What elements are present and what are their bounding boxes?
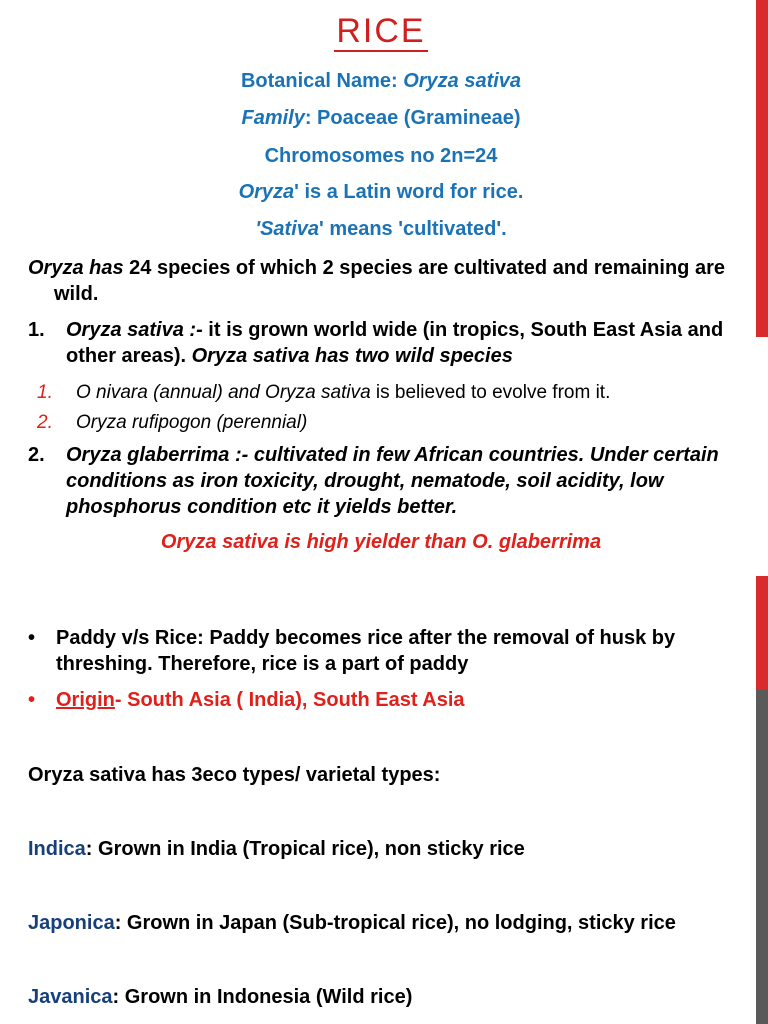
ecotypes-heading: Oryza sativa has 3eco types/ varietal types: bbox=[28, 764, 441, 786]
paddy-vs-rice-text: Paddy v/s Rice: Paddy becomes rice after the removal of husk by threshing. Therefore, rice is a part of paddy bbox=[56, 627, 676, 675]
side-bar-grey bbox=[756, 690, 768, 1024]
ecotype-japonica: Japonica: Grown in Japan (Sub-tropical rice), no lodging, sticky rice bbox=[28, 912, 676, 934]
ecotype-javanica: Javanica: Grown in Indonesia (Wild rice) bbox=[28, 986, 413, 1008]
sub1-number: 1. bbox=[37, 382, 53, 403]
bullet-dot-paddy: • bbox=[28, 627, 36, 649]
bullet-dot-origin: • bbox=[28, 689, 36, 711]
sub2-number: 2. bbox=[37, 412, 53, 433]
botanical-name-line: Botanical Name: Oryza sativa bbox=[240, 70, 522, 92]
item1-paragraph: Oryza sativa :- it is grown world wide (in tropics, South East Asia and other areas). Oryza sativa has two wild species bbox=[66, 319, 724, 367]
sativa-meaning-line: 'Sativa' means 'cultivated'. bbox=[255, 218, 507, 240]
page-title: RICE bbox=[336, 12, 426, 50]
item1-number: 1. bbox=[28, 319, 45, 341]
side-bar-red-middle bbox=[756, 576, 768, 690]
sub1-text: O nivara (annual) and Oryza sativa is believed to evolve from it. bbox=[76, 382, 611, 403]
family-line: Family: Poaceae (Gramineae) bbox=[241, 107, 521, 129]
item2-number: 2. bbox=[28, 444, 45, 466]
chromosomes-line: Chromosomes no 2n=24 bbox=[264, 145, 498, 167]
ecotype-indica: Indica: Grown in India (Tropical rice), non sticky rice bbox=[28, 838, 525, 860]
oryza-latin-line: Oryza' is a Latin word for rice. bbox=[238, 181, 524, 203]
origin-text: Origin- South Asia ( India), South East Asia bbox=[56, 689, 465, 711]
sub2-text: Oryza rufipogon (perennial) bbox=[76, 412, 308, 433]
highlight-note: Oryza sativa is high yielder than O. glaberrima bbox=[160, 531, 602, 553]
intro-paragraph: Oryza has 24 species of which 2 species are cultivated and remaining are wild. bbox=[28, 257, 725, 305]
item2-paragraph: Oryza glaberrima :- cultivated in few African countries. Under certain conditions as iron toxicity, drought, nematode, soil acidity, low phosphorus condition etc it yields better. bbox=[66, 444, 719, 518]
